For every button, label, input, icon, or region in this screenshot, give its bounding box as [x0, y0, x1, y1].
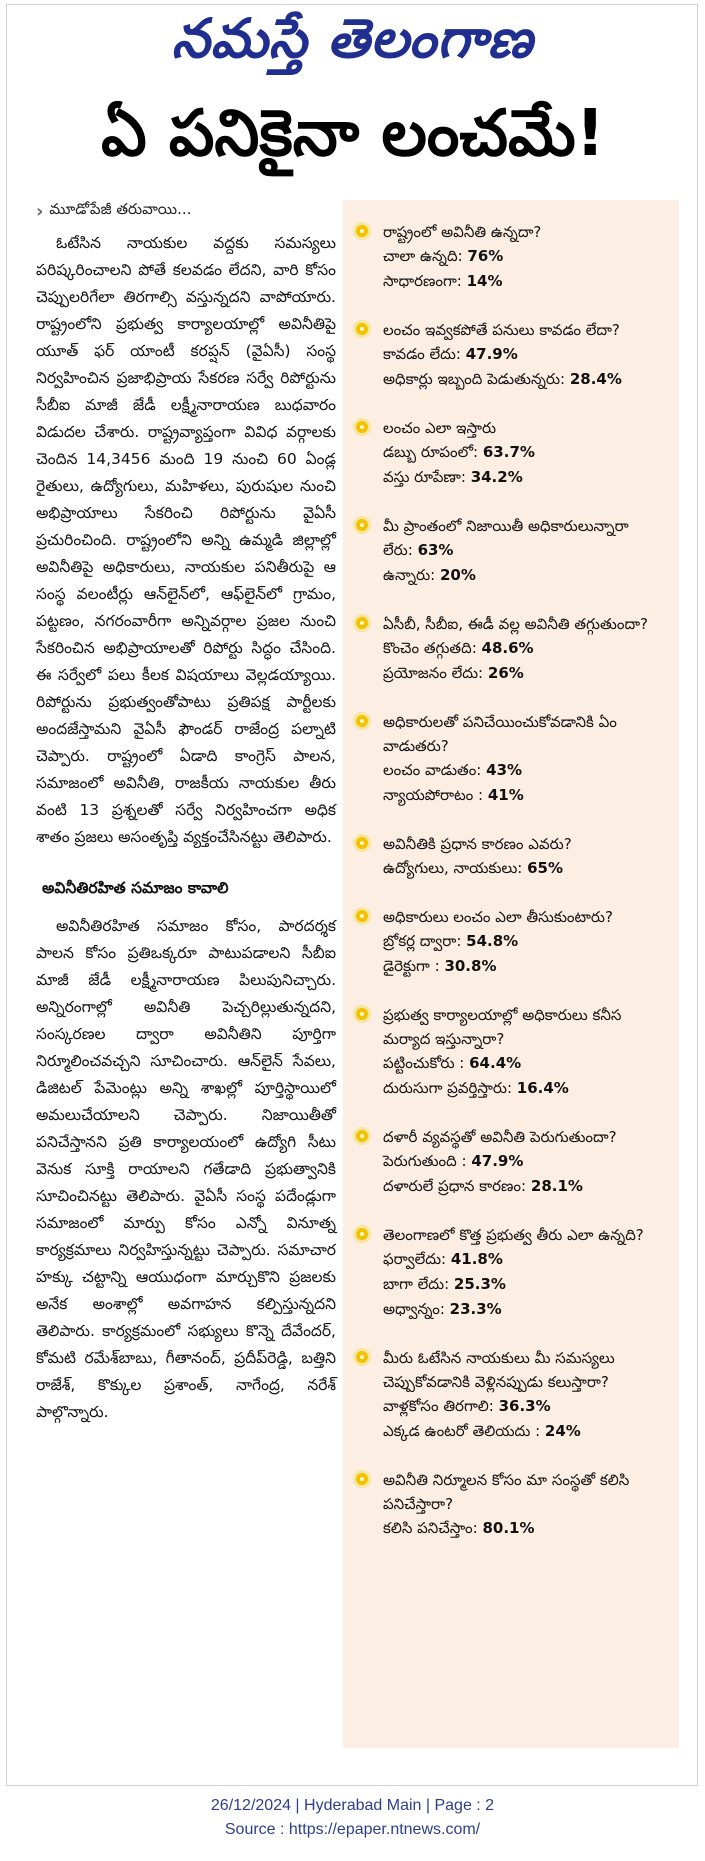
answer-label: అధికార్లు ఇబ్బంది పెడుతున్నరు: — [383, 370, 566, 388]
answer-percentage: 26% — [487, 664, 524, 682]
bullet-icon — [353, 320, 371, 338]
answer-percentage: 43% — [486, 761, 523, 779]
continued-from-label — [36, 200, 336, 222]
answer-percentage: 54.8% — [466, 932, 519, 950]
survey-answer — [383, 1297, 669, 1322]
survey-question: ప్రభుత్వ కార్యాలయాల్లో అధికారులు కనీస మర్యాద ఇస్తున్నారా? — [383, 1006, 622, 1048]
answer-percentage: 20% — [439, 566, 476, 584]
survey-question-item — [353, 832, 669, 881]
survey-question: ఏసీబీ, సీబీఐ, ఈడీ వల్ల అవినీతి తగ్గుతుందా? — [383, 615, 649, 633]
answer-percentage: 23.3% — [449, 1300, 502, 1318]
survey-question: అధికారులతో పనిచేయించుకోవడానికి ఏం వాడుతరు? — [383, 713, 617, 755]
survey-answer — [383, 1419, 669, 1444]
survey-question-item — [353, 220, 669, 294]
answer-percentage: 41% — [487, 786, 524, 804]
answer-label: వస్తు రూపేణా: — [383, 468, 466, 486]
survey-question-item — [353, 514, 669, 588]
article-column — [36, 200, 336, 1426]
answer-label: అధ్వాన్నం: — [383, 1300, 445, 1318]
answer-percentage: 30.8% — [444, 957, 497, 975]
answer-percentage: 63.7% — [482, 443, 535, 461]
answer-percentage: 34.2% — [470, 468, 523, 486]
answer-percentage: 63% — [417, 541, 454, 559]
survey-answer — [383, 856, 669, 881]
survey-question: లంచం ఎలా ఇస్తారు — [383, 419, 497, 437]
answer-percentage: 48.6% — [481, 639, 534, 657]
answer-percentage: 47.9% — [465, 345, 518, 363]
survey-question: తెలంగాణలో కొత్త ప్రభుత్వ తీరు ఎలా ఉన్నది? — [383, 1226, 644, 1244]
answer-percentage: 36.3% — [498, 1397, 551, 1415]
bullet-icon — [353, 1005, 371, 1023]
answer-label: దురుసుగా ప్రవర్తిస్తారు: — [383, 1079, 512, 1097]
survey-answer — [383, 954, 669, 979]
bullet-icon — [353, 1127, 371, 1145]
answer-percentage: 47.9% — [471, 1152, 524, 1170]
survey-answer — [383, 440, 669, 465]
survey-answer — [383, 1516, 669, 1541]
survey-answer — [383, 1394, 669, 1419]
survey-answer — [383, 1051, 669, 1076]
page-footer — [0, 1794, 705, 1842]
answer-label: డబ్బు రూపంలో: — [383, 443, 479, 461]
footer-edition-line: 26/12/2024 | Hyderabad Main | Page : 2 — [210, 1797, 495, 1814]
survey-question: రాష్ట్రంలో అవినీతి ఉన్నదా? — [383, 223, 542, 241]
answer-label: లేరు: — [383, 541, 413, 559]
answer-percentage: 16.4% — [516, 1079, 569, 1097]
article-paragraph: అవినీతిరహిత సమాజం కోసం, పారదర్శక పాలన కోసం ప్రతిఒక్కరూ పాటుపడాలని సీబీఐ మాజీ జేడీ లక్ష్మీనారాయణ పిలుపునిచ్చారు. అన్నిరంగాల్లో అవినీతి పెచ్చరిల్లుతున్నదని, సంస్కరణల ద్వారా అవినీతిని పూర్తిగా నిర్మూలించవచ్చని సూచించారు. ఆన్‌లైన్ సేవలు, డిజిటల్ పేమెంట్లు అన్ని శాఖల్లో పూర్తిస్థాయిలో అమలుచేయాలని చెప్పారు. నిజాయితీతో పనిచేస్తానని ప్రతి కార్యాలయంలో ఉద్యోగి సీటు వెనుక సూక్తి రాయాలని గతేడాది ప్రభుత్వానికి సూచించినట్టు తెలిపారు. వైఏసీ సంస్థ పదేండ్లుగా సమాజంలో మార్పు కోసం ఎన్నో వినూత్న కార్యక్రమాలు నిర్వహిస్తున్నట్టు చెప్పారు. సమాచార హక్కు చట్టాన్ని ఆయుధంగా మార్చుకొని ప్రజలకు అనేక అంశాల్లో అవగాహన కల్పిస్తున్నదని తెలిపారు. కార్యక్రమంలో సభ్యులు కొన్నె దేవేందర్, కోమటి రమేశ్‌బాబు, గీతానంద్, ప్రదీప్‌రెడ్డి, బత్తిని రాజేశ్, కొక్కుల ప్రశాంత్, నాగేంద్ర, నరేశ్ పాల్గొన్నారు. — [36, 917, 336, 1421]
answer-percentage: 28.4% — [569, 370, 622, 388]
survey-question: లంచం ఇవ్వకపోతే పనులు కావడం లేదా? — [383, 321, 620, 339]
answer-label: సాధారణంగా: — [383, 272, 462, 290]
bullet-icon — [353, 418, 371, 436]
article-subheading: అవినీతిరహిత సమాజం కావాలి — [42, 879, 229, 897]
survey-answer — [383, 538, 669, 563]
survey-question-item — [353, 1125, 669, 1199]
answer-percentage: 80.1% — [482, 1519, 535, 1537]
survey-question: దళారీ వ్యవస్థతో అవినీతి పెరుగుతుందా? — [383, 1128, 617, 1146]
answer-label: లంచం వాడుతం: — [383, 761, 482, 779]
chevron-right-icon: › — [36, 200, 44, 222]
survey-answer — [383, 1272, 669, 1297]
answer-label: కలిసి పనిచేస్తాం: — [383, 1519, 478, 1537]
answer-percentage: 41.8% — [450, 1250, 503, 1268]
answer-label: పెరుగుతుంది : — [383, 1152, 467, 1170]
survey-question-item — [353, 905, 669, 979]
survey-results-box — [343, 200, 679, 1748]
continued-text: మూడోపేజీ తరువాయి... — [49, 200, 192, 218]
answer-label: బాగా లేదు: — [383, 1275, 450, 1293]
answer-percentage: 65% — [527, 859, 564, 877]
bullet-icon — [353, 1348, 371, 1366]
answer-label: బ్రోకర్ల ద్వారా: — [383, 932, 462, 950]
survey-answer — [383, 929, 669, 954]
footer-source-line: Source : https://epaper.ntnews.com/ — [224, 1821, 481, 1838]
survey-answer — [383, 342, 669, 367]
survey-question-item — [353, 1468, 669, 1541]
survey-question-item — [353, 318, 669, 392]
answer-percentage: 28.1% — [530, 1177, 583, 1195]
survey-question-item — [353, 1223, 669, 1322]
answer-label: పట్టించుకోరు : — [383, 1054, 465, 1072]
survey-answer — [383, 636, 669, 661]
survey-answer — [383, 1174, 669, 1199]
survey-answer — [383, 465, 669, 490]
newspaper-masthead: నమస్తే తెలంగాణ — [171, 6, 534, 70]
answer-percentage: 25.3% — [453, 1275, 506, 1293]
survey-answer — [383, 244, 669, 269]
survey-answer — [383, 1247, 669, 1272]
survey-question-item — [353, 612, 669, 686]
bullet-icon — [353, 222, 371, 240]
bullet-icon — [353, 907, 371, 925]
survey-question: అవినీతి నిర్మూలన కోసం మా సంస్థతో కలిసి పనిచేస్తారా? — [383, 1471, 630, 1513]
answer-percentage: 76% — [467, 247, 504, 265]
survey-answer — [383, 758, 669, 783]
answer-label: న్యాయపోరాటం : — [383, 786, 484, 804]
survey-answer — [383, 563, 669, 588]
answer-percentage: 24% — [544, 1422, 581, 1440]
bullet-icon — [353, 1470, 371, 1488]
survey-answer — [383, 783, 669, 808]
answer-label: చాలా ఉన్నది: — [383, 247, 463, 265]
survey-answer — [383, 661, 669, 686]
answer-label: ఎక్కడ ఉంటరో తెలియదు : — [383, 1422, 541, 1440]
survey-answer — [383, 367, 669, 392]
bullet-icon — [353, 712, 371, 730]
article-paragraph: ఓటేసిన నాయకుల వద్దకు సమస్యలు పరిష్కరించాలని పోతే కలవడం లేదని, వారి కోసం చెప్పులరిగేలా తిరగాల్సి వస్తున్నదని వాపోయారు. రాష్ట్రంలోని ప్రభుత్వ కార్యాలయాల్లో అవినీతిపై యూత్ ఫర్ యాంటీ కరప్షన్ (వైఏసీ) సంస్థ నిర్వహించిన ప్రజాభిప్రాయ సేకరణ సర్వే రిపోర్టును సీబీఐ మాజీ జేడీ లక్ష్మీనారాయణ బుధవారం విడుదల చేశారు. రాష్ట్రవ్యాప్తంగా వివిధ వర్గాలకు చెందిన 14,3456 మంది 19 నుంచి 60 ఏండ్ల రైతులు, ఉద్యోగులు, మహిళలు, పురుషుల నుంచి అభిప్రాయాలు సేకరించి రిపోర్టును వైఏసీ ప్రచురించింది. రాష్ట్రంలోని అన్ని ఉమ్మడి జిల్లాల్లో అవినీతిపై అధికారులు, నాయకుల పనితీరుపై ఆ సంస్థ వలంటీర్లు ఆన్‌లైన్‌లో, ఆఫ్‌లైన్‌లో గ్రామం, పట్టణం, నగరంవారీగా అన్నివర్గాల ప్రజల నుంచి సేకరించిన అభిప్రాయాలతో రిపోర్టు సిద్ధం చేసింది. ఈ సర్వేలో పలు కీలక విషయాలు వెల్లడయ్యాయి. రిపోర్టును ప్రభుత్వంతోపాటు ప్రతిపక్ష పార్టీలకు అందజేస్తామని వైఏసీ ఫౌండర్ రాజేంద్ర పల్నాటి చెప్పారు. రాష్ట్రంలో ఏడాది కాంగ్రెస్ పాలన, సమాజంలో అవినీతి, రాజకీయ నాయకుల తీరు వంటి 13 ప్రశ్నలతో సర్వే నిర్వహించగా అధిక శాతం ప్రజలు అసంతృప్తి వ్యక్తంచేసినట్టు తెలిపారు. — [36, 234, 336, 846]
answer-label: ఫర్వాలేదు: — [383, 1250, 447, 1268]
survey-question: మీ ప్రాంతంలో నిజాయితీ అధికారులున్నారా — [383, 517, 629, 535]
survey-question-item — [353, 710, 669, 808]
survey-answer — [383, 1076, 669, 1101]
survey-question-item — [353, 416, 669, 490]
answer-label: కావడం లేదు: — [383, 345, 461, 363]
answer-label: ఉన్నారు: — [383, 566, 436, 584]
answer-label: డైరెక్టుగా : — [383, 957, 440, 975]
bullet-icon — [353, 614, 371, 632]
survey-answer — [383, 1149, 669, 1174]
survey-answer — [383, 269, 669, 294]
answer-label: ఉద్యోగులు, నాయకులు: — [383, 859, 523, 877]
answer-percentage: 14% — [466, 272, 503, 290]
bullet-icon — [353, 834, 371, 852]
headline: ఏ పనికైనా లంచమే! — [101, 97, 605, 171]
bullet-icon — [353, 516, 371, 534]
answer-label: కొంచెం తగ్గుతది: — [383, 639, 477, 657]
answer-label: దళారులే ప్రధాన కారణం: — [383, 1177, 527, 1195]
survey-question: అధికారులు లంచం ఎలా తీసుకుంటారు? — [383, 908, 613, 926]
survey-question: అవినీతికి ప్రధాన కారణం ఎవరు? — [383, 835, 572, 853]
survey-question: మీరు ఓటేసిన నాయకులు మీ సమస్యలు చెప్పుకోవడానికి వెళ్లినప్పుడు కలుస్తారా? — [383, 1349, 615, 1391]
survey-question-item — [353, 1346, 669, 1444]
answer-label: వాళ్లకోసం తిరగాలి: — [383, 1397, 494, 1415]
answer-label: ప్రయోజనం లేదు: — [383, 664, 484, 682]
answer-percentage: 64.4% — [469, 1054, 522, 1072]
survey-question-item — [353, 1003, 669, 1101]
bullet-icon — [353, 1225, 371, 1243]
